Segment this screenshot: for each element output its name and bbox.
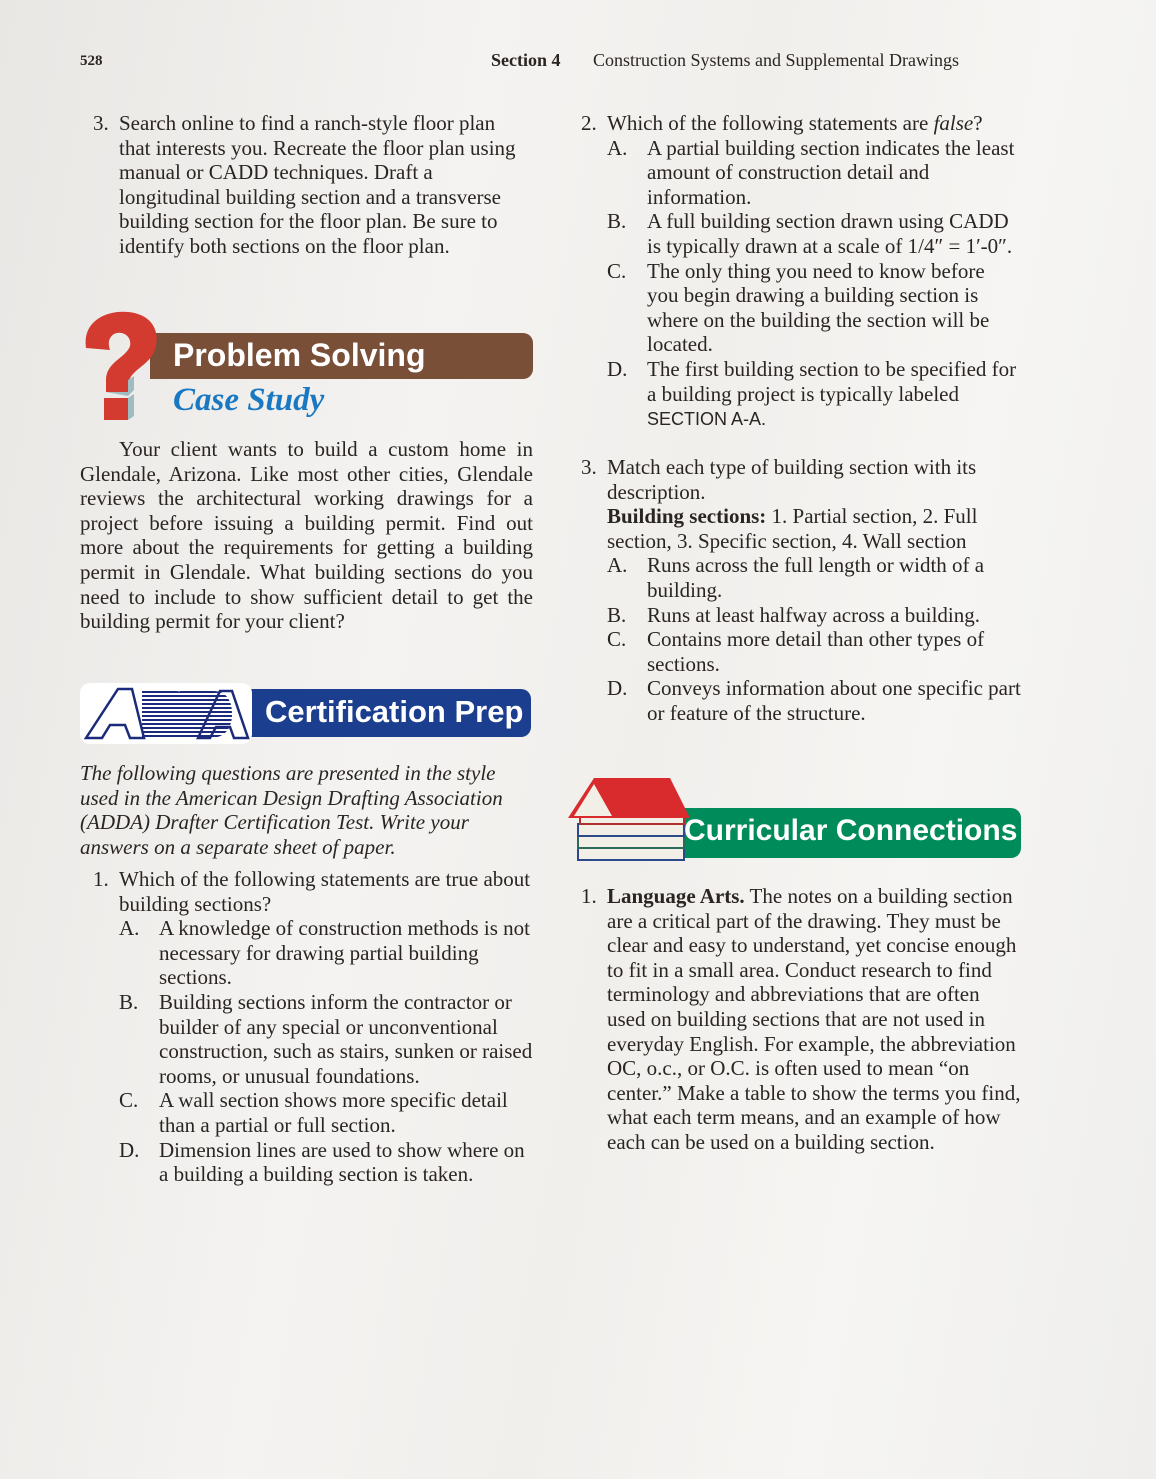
- option-text: Contains more detail than other types of sections.: [647, 627, 985, 676]
- certification-intro: The following questions are presented in the style used in the American Design Drafting Association (ADDA) Drafter Certification Test. Write your answers on a separate sheet of paper.: [80, 761, 503, 859]
- option-text: Runs at least halfway across a building.: [647, 602, 981, 627]
- option-letter: D.: [607, 676, 628, 701]
- option-b: [607, 603, 1021, 628]
- item-text: The notes on a building section are a critical part of the drawing. They must be clear and easy to understand, yet concise enough to fit in a small area. Conduct research to find terminology and abbreviations that are often used on building sections that are not used in everyday English. For example, the abbreviation OC, o.c., or O.C. is often used to mean “on center.” Make a table to show the terms you find, what each term means, and an example of how each can be used on a building section.: [607, 884, 1021, 1154]
- option-a: [607, 553, 1021, 602]
- option-b: [607, 209, 1021, 258]
- option-text: Runs across the full length or width of a building.: [647, 553, 985, 602]
- question-number: 3.: [581, 455, 597, 479]
- option-c: [119, 1088, 533, 1137]
- option-letter: B.: [607, 209, 627, 234]
- certification-prep-title: Certification Prep: [265, 694, 524, 729]
- building-sections-text: 1. Partial section, 2. Full section, 3. Specific section, 4. Wall section: [607, 504, 978, 553]
- section-label-text: SECTION A-A.: [647, 409, 767, 430]
- activity-item-3: [93, 111, 519, 259]
- question-emphasis: false: [933, 111, 974, 135]
- question-text: Which of the following statements are: [607, 111, 934, 135]
- page-number: 528: [80, 53, 103, 69]
- building-sections-list: [607, 504, 1021, 553]
- item-label: Language Arts.: [607, 884, 745, 908]
- curricular-connections-header: [566, 774, 1022, 864]
- section-label: Section 4: [491, 50, 561, 70]
- option-letter: C.: [119, 1088, 139, 1113]
- option-d: [607, 357, 1021, 432]
- option-text: Dimension lines are used to show where on a building a building section is taken.: [159, 1137, 525, 1187]
- option-text: A wall section shows more specific detail than a partial or full section.: [159, 1088, 508, 1137]
- option-text: The first building section to be specified for a building project is typically labeled: [647, 356, 1017, 406]
- option-letter: A.: [607, 135, 628, 160]
- adda-logo: [80, 683, 252, 744]
- question-3: [581, 455, 1021, 726]
- problem-solving-title: Problem Solving: [173, 337, 426, 373]
- option-text: A knowledge of construction methods is not necessary for drawing partial building sections.: [159, 916, 530, 990]
- option-letter: D.: [119, 1137, 140, 1162]
- option-text: Building sections inform the contractor or builder of any special or unconventional construction, such as stairs, sunken or raised rooms, or unusual foundations.: [159, 989, 533, 1088]
- question-1: [93, 867, 533, 1187]
- option-letter: A.: [119, 916, 140, 941]
- option-d: [607, 676, 1021, 725]
- case-study-text: Your client wants to build a custom home in Glendale, Arizona. Like most other cities, Glendale reviews the architectural working drawings for a project before issuing a building permit. Find out more about the requirements for getting a building permit in Glendale. What building sections do you need to include to show sufficient detail to get the building permit for your client?: [80, 437, 533, 634]
- option-c: [607, 259, 1021, 357]
- curricular-connections-title: Curricular Connections: [684, 814, 1018, 847]
- chapter-title: Construction Systems and Supplemental Drawings: [593, 50, 959, 70]
- option-b: [119, 990, 533, 1088]
- question-text-end: ?: [973, 111, 983, 135]
- option-letter: C.: [607, 627, 627, 652]
- option-d: [119, 1138, 533, 1187]
- building-sections-label: Building sections:: [607, 504, 767, 529]
- certification-prep-header: [80, 683, 533, 745]
- option-text: Conveys information about one specific part or feature of the structure.: [647, 676, 1021, 725]
- books-house-icon: [566, 774, 694, 864]
- item-number: 3.: [93, 111, 109, 135]
- question-2: [581, 111, 1021, 432]
- adda-logo-icon: [80, 683, 252, 744]
- option-a: [119, 916, 533, 990]
- question-mark-icon: [78, 310, 160, 424]
- option-letter: B.: [119, 989, 139, 1014]
- option-letter: D.: [607, 356, 628, 381]
- problem-solving-header: [78, 310, 538, 425]
- curricular-item-1: [581, 884, 1021, 1155]
- question-number: 1.: [93, 867, 109, 891]
- option-letter: C.: [607, 258, 627, 283]
- case-study-subtitle: Case Study: [173, 382, 325, 418]
- option-text: A full building section drawn using CADD is typically drawn at a scale of 1/4″ = 1′-0″.: [647, 209, 1013, 258]
- option-text: The only thing you need to know before you begin drawing a building section is where on the building the section will be located.: [647, 258, 990, 357]
- option-letter: B.: [607, 602, 627, 627]
- item-number: 1.: [581, 884, 597, 908]
- option-c: [607, 627, 1021, 676]
- option-letter: A.: [607, 553, 628, 578]
- option-text: A partial building section indicates the least amount of construction detail and information.: [647, 135, 1015, 209]
- question-number: 2.: [581, 111, 597, 135]
- option-a: [607, 136, 1021, 210]
- item-text: Search online to find a ranch-style floor plan that interests you. Recreate the floor plan using manual or CADD techniques. Draft a longitudinal building section and a transverse building section for the floor plan. Be sure to identify both sections on the floor plan.: [119, 111, 516, 258]
- question-text: Match each type of building section with its description.: [607, 455, 977, 504]
- question-text: Which of the following statements are true about building sections?: [119, 867, 531, 916]
